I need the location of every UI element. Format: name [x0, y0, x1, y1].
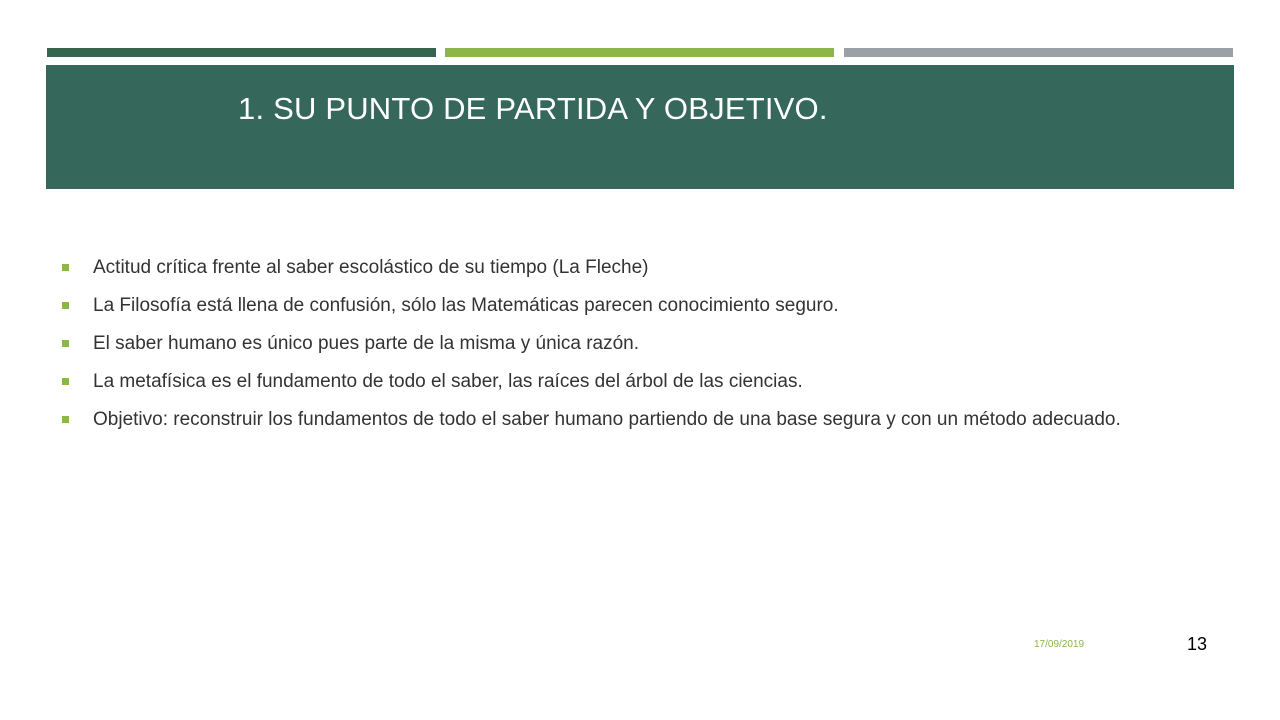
bullet-item — [60, 330, 1220, 357]
bullet-text: El saber humano es único pues parte de la misma y única razón. — [93, 333, 640, 354]
bullet-text: La Filosofía está llena de confusión, sólo las Matemáticas parecen conocimiento seguro. — [93, 295, 839, 316]
slide-title: 1. SU PUNTO DE PARTIDA Y OBJETIVO. — [238, 91, 828, 126]
bullet-list — [60, 254, 1220, 444]
square-bullet-icon — [62, 264, 69, 271]
square-bullet-icon — [62, 416, 69, 423]
footer-date: 17/09/2019 — [1034, 639, 1085, 650]
bullet-item — [60, 406, 1220, 433]
title-band — [46, 65, 1234, 189]
bullet-text: Objetivo: reconstruir los fundamentos de todo el saber humano partiendo de una base segura y con un método adecuado. — [93, 409, 1121, 430]
bullet-item — [60, 292, 1220, 319]
bullet-text: La metafísica es el fundamento de todo el saber, las raíces del árbol de las ciencias. — [93, 371, 803, 392]
bullet-item — [60, 368, 1220, 395]
square-bullet-icon — [62, 378, 69, 385]
accent-bar-dark — [47, 48, 436, 57]
page-number: 13 — [1187, 634, 1208, 654]
bullet-text: Actitud crítica frente al saber escolástico de su tiempo (La Fleche) — [93, 257, 649, 278]
accent-bar-green — [445, 48, 834, 57]
accent-bar-gray — [844, 48, 1233, 57]
square-bullet-icon — [62, 340, 69, 347]
bullet-item — [60, 254, 1220, 281]
square-bullet-icon — [62, 302, 69, 309]
